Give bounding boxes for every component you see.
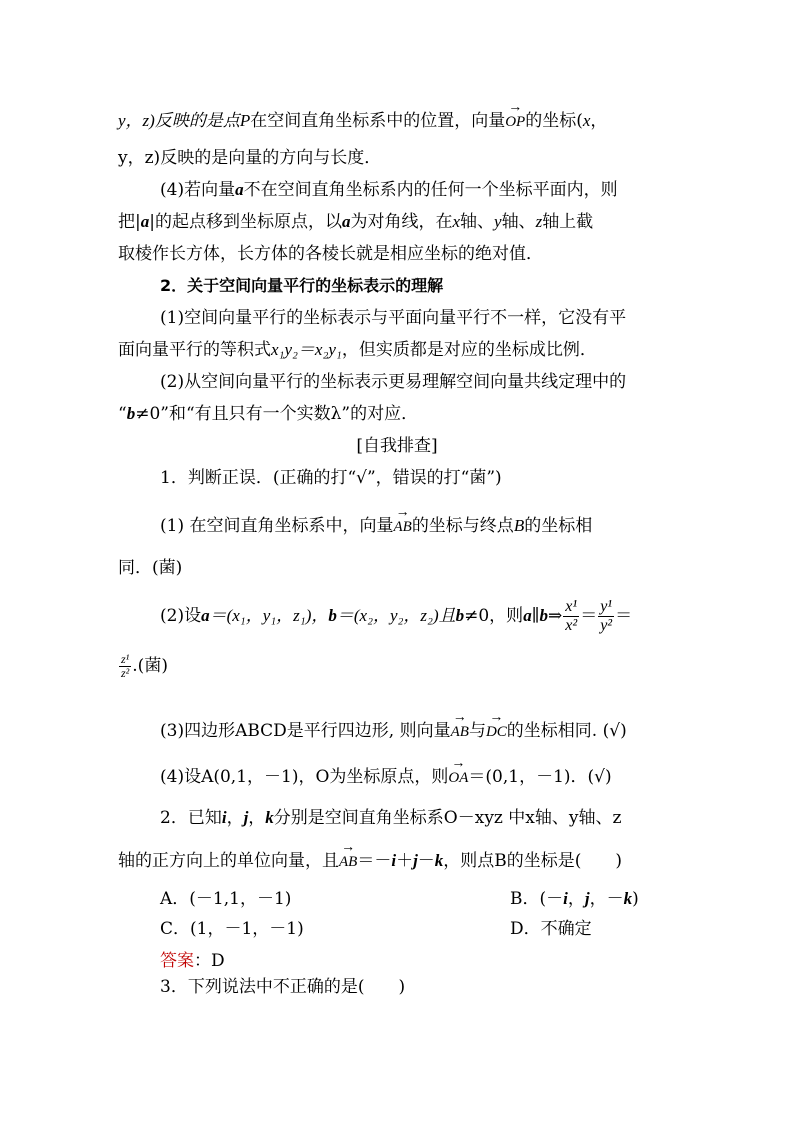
fraction: $\frac{\text{z¹}}{\text{z²}}$ [121,652,130,680]
para-line: (2)从空间向量平行的坐标表示更易理解空间向量共线定理中的 [160,372,627,392]
fraction: $\frac{\text{x¹}}{\text{x²}}$ [565,598,578,634]
vector-ab: → AB [451,714,469,744]
vector-op: → OP [505,104,525,134]
question-item: (3)四边形ABCD是平行四边形, 则向量→ AB与→ DC的坐标相同. (√) [160,714,627,744]
question-stem: 1．判断正误．(正确的打“√”，错误的打“菌”) [160,468,502,488]
question-stem: 3．下列说法中不正确的是( ) [160,977,406,997]
question-stem: 轴的正方向上的单位向量，且→ AB＝－i＋j－k，则点B的坐标是( ) [118,844,622,874]
option-a: A．(－1,1，－1) [160,889,292,909]
option-b: B．(－i，j，－k) [510,889,639,909]
vector-dc: → DC [486,714,507,744]
para-line: y，z)反映的是向量的方向与长度． [118,148,382,168]
question-item: (4)设A(0,1，－1)，O为坐标原点，则→ OA＝(0,1，－1)．(√) [160,760,612,790]
para-line: 把|a|的起点移到坐标原点，以a为对角线，在x轴、y轴、z轴上截 [118,212,594,232]
section-heading: [自我排查] [356,436,438,456]
para-line: (4)若向量a不在空间直角坐标系内的任何一个坐标平面内，则 [160,180,618,200]
question-item: (1) 在空间直角坐标系中，向量→ AB的坐标与终点B的坐标相 [160,509,592,539]
para-line: (1)空间向量平行的坐标表示与平面向量平行不一样，它没有平 [160,308,627,328]
question-item: 同．(菌) [118,558,183,578]
vector-ab: → AB [393,509,411,539]
answer: 答案：D [160,951,225,971]
question-item: (2)设a＝(x₁，y₁，z₁)，b＝(x₂，y₂，z₂)且b≠0，则a∥b⇒ $\frac{\text{x¹}}{\text{x²}}$ ＝ $\frac{\text{y¹}}{\text{y²}}$ ＝ [160,598,633,634]
para-line: y，z)反映的是点P在空间直角坐标系中的位置，向量→ OP的坐标(x， [118,104,607,134]
para-line: 面向量平行的等积式x₁y₂＝x₂y₁，但实质都是对应的坐标成比例． [118,340,597,360]
para-line: 取棱作长方体，长方体的各棱长就是相应坐标的绝对值． [118,244,543,264]
vector-ab: → AB [339,844,357,874]
question-item: $\frac{\text{z¹}}{\text{z²}}$ .(菌) [121,652,168,680]
answer-label: 答案 [160,951,194,971]
fraction: $\frac{\text{y¹}}{\text{y²}}$ [600,598,613,634]
vector-oa: → OA [448,760,468,790]
option-d: D．不确定 [510,919,592,939]
option-c: C．(1，－1，－1) [160,919,304,939]
para-line: “b≠0”和“有且只有一个实数λ”的对应． [118,404,419,424]
question-stem: 2．已知i，j，k分别是空间直角坐标系O－xyz 中x轴、y轴、z [160,808,622,828]
section-title: 2．关于空间向量平行的坐标表示的理解 [160,276,444,295]
